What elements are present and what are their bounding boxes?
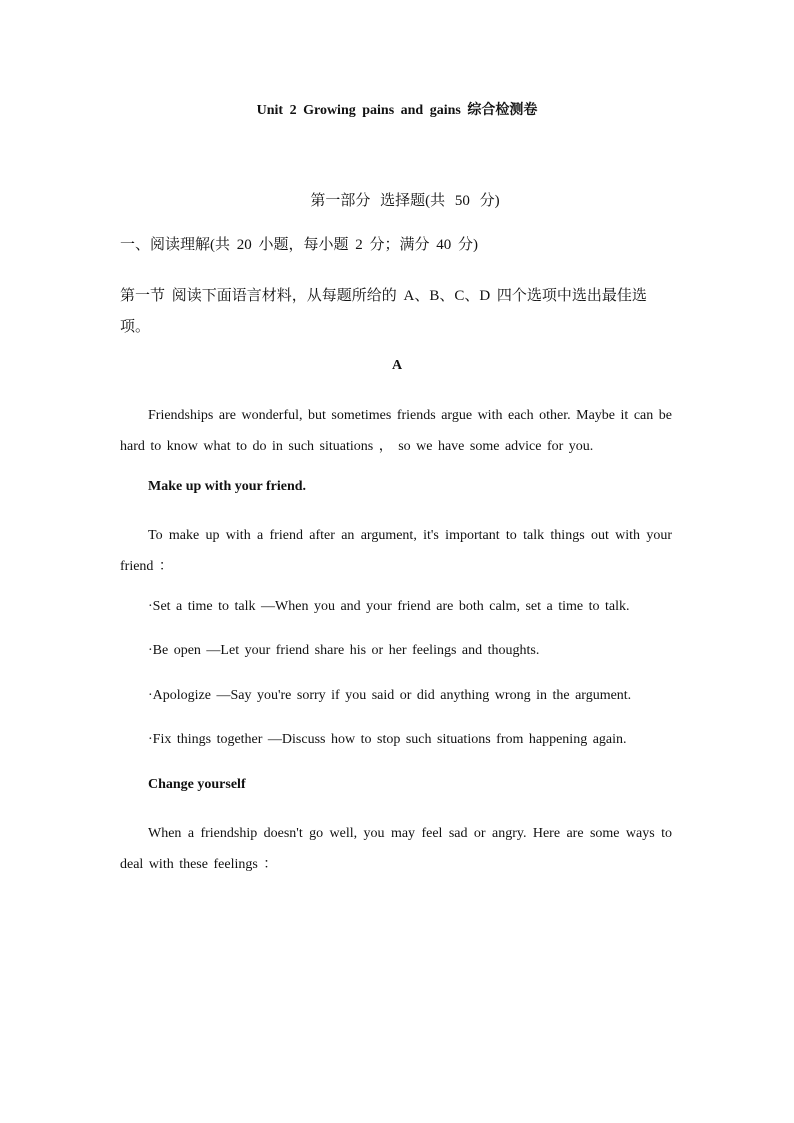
bullet-item: ·Fix things together —Discuss how to stop such situations from happening again. (148, 732, 627, 747)
passage-label: A (391, 358, 403, 373)
document-title: Unit 2 Growing pains and gains 综合检测卷 (256, 103, 538, 118)
passage-subheading: Make up with your friend. (148, 479, 307, 494)
passage-paragraph: Friendships are wonderful, but sometimes friends argue with each other. Maybe it can be hard to know what to do in such situations ， so we have some advice for you. (120, 408, 672, 454)
section-instructions: 第一节 阅读下面语言材料，从每题所给的 A、B、C、D 四个选项中选出最佳选项。 (120, 288, 647, 335)
section-heading: 一、阅读理解(共 20 小题，每小题 2 分；满分 40 分) (120, 237, 478, 253)
passage-subheading: Change yourself (148, 777, 246, 792)
bullet-item: ·Apologize —Say you're sorry if you said or did anything wrong in the argument. (148, 688, 632, 703)
passage-paragraph: To make up with a friend after an argument, it's important to talk things out with your friend ： (120, 528, 672, 574)
bullet-item: ·Be open —Let your friend share his or her feelings and thoughts. (148, 643, 540, 658)
passage-paragraph: When a friendship doesn't go well, you may feel sad or angry. Here are some ways to deal with these feelings ： (120, 826, 672, 872)
bullet-item: ·Set a time to talk —When you and your friend are both calm, set a time to talk. (148, 599, 630, 614)
part-title: 第一部分 选择题(共 50 分) (310, 193, 500, 209)
